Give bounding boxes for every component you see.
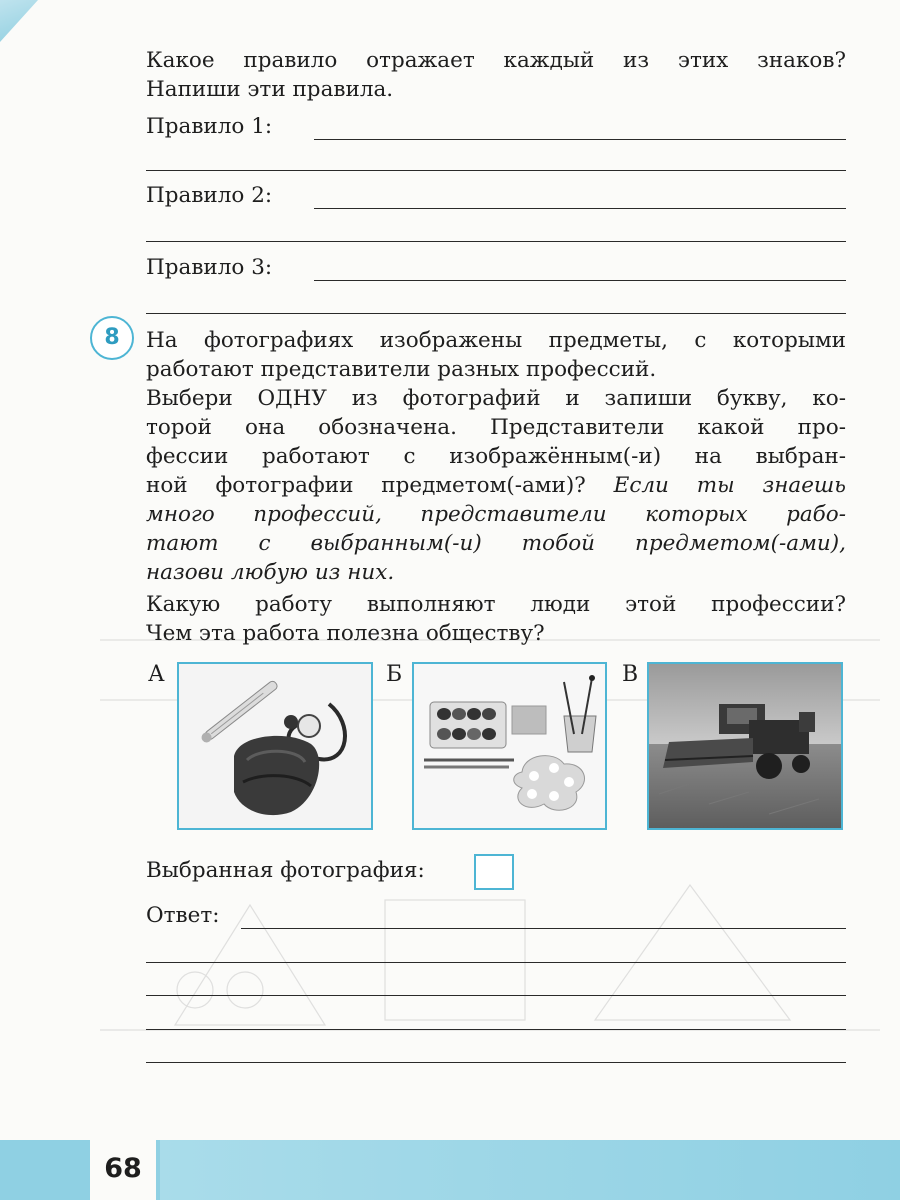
page-corner-decoration	[0, 0, 38, 42]
task-instruction-line-2: торой она обозначена. Представители какой про-	[146, 415, 846, 440]
photo-c[interactable]	[647, 662, 843, 830]
task-instruction-line-7	[146, 558, 846, 587]
photo-c-letter: В	[622, 662, 639, 687]
task-number-badge: 8	[90, 316, 134, 360]
task-instruction-line-6-italic: тают с выбранным(-и) тобой предметом(-ами),	[146, 531, 846, 556]
answer-row	[146, 903, 846, 933]
answer-line-4[interactable]	[146, 1029, 846, 1030]
photo-b[interactable]	[412, 662, 607, 830]
answer-line-2[interactable]	[146, 962, 846, 963]
answer-line-1[interactable]	[241, 928, 846, 929]
task-instruction-line-4-regular: ной фотографии предметом(-ами)?	[146, 473, 586, 498]
task-instruction-line-3: фессии работают с изображённым(-и) на выбран-	[146, 444, 846, 469]
task-question-line-2: Чем эта работа полезна обществу?	[146, 621, 545, 646]
rule-1-label: Правило 1:	[146, 114, 273, 139]
thermometer-tonometer-icon	[179, 664, 371, 828]
rule-2-answer-line[interactable]	[314, 208, 846, 209]
rule-2-row	[146, 183, 846, 213]
task-instruction-line-5	[146, 500, 846, 529]
chosen-photo-label: Выбранная фотография:	[146, 858, 425, 883]
task-instruction-line-5-italic: много профессий, представители которых рабо-	[146, 502, 846, 527]
rule-1-row	[146, 114, 846, 144]
rule-3-row	[146, 255, 846, 285]
photo-a-letter: А	[148, 662, 165, 687]
photo-a[interactable]	[177, 662, 373, 830]
task-question-line-1: Какую работу выполняют люди этой профессии?	[146, 592, 846, 617]
chosen-photo-input-box[interactable]	[474, 854, 514, 890]
task-instruction-line-4-italic: Если ты знаешь	[613, 473, 847, 498]
question-line-2: Напиши эти правила.	[146, 77, 394, 102]
footer-stripe	[160, 1140, 900, 1200]
paints-brushes-palette-icon	[414, 664, 605, 828]
rule-2-label: Правило 2:	[146, 183, 273, 208]
answer-label: Ответ:	[146, 903, 220, 928]
answer-line-3[interactable]	[146, 995, 846, 996]
question-line-1: Какое правило отражает каждый из этих знаков?	[146, 48, 846, 73]
page-number: 68	[90, 1140, 156, 1200]
answer-line-5[interactable]	[146, 1062, 846, 1063]
task-instruction-line-7-italic: назови любую из них.	[146, 560, 395, 585]
combine-harvester-icon	[649, 664, 841, 828]
task-intro-line-1: На фотографиях изображены предметы, с которыми	[146, 328, 846, 353]
task-intro-line-2: работают представители разных профессий.	[146, 357, 657, 382]
rule-3-answer-line[interactable]	[314, 280, 846, 281]
rule-2-continuation-line[interactable]	[146, 241, 846, 242]
photo-b-letter: Б	[386, 662, 403, 687]
rule-1-continuation-line[interactable]	[146, 170, 846, 171]
rule-3-continuation-line[interactable]	[146, 313, 846, 314]
rule-1-answer-line[interactable]	[314, 139, 846, 140]
task-instruction-line-1: Выбери ОДНУ из фотографий и запиши букву, ко-	[146, 386, 846, 411]
task-instruction-line-6	[146, 529, 846, 558]
task-instruction-line-4	[146, 471, 846, 500]
rule-3-label: Правило 3:	[146, 255, 273, 280]
